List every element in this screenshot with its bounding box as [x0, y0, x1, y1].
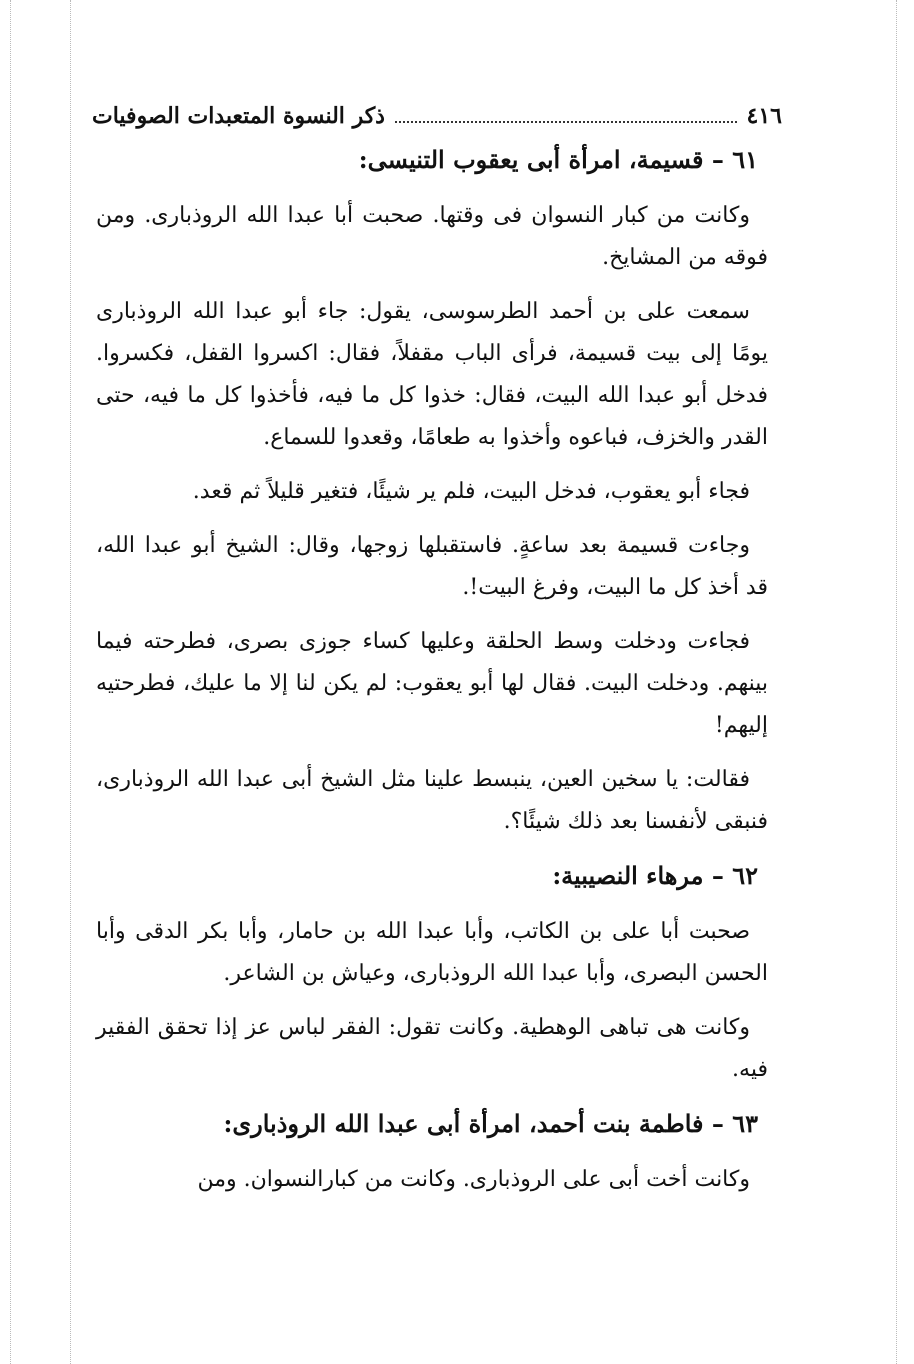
paragraph: فقالت: يا سخين العين، ينبسط علينا مثل الشيخ أبى عبدا الله الروذبارى، فنبقى لأنفسنا بعد ذلك شيئًا؟.	[96, 767, 768, 834]
paragraph: وجاءت قسيمة بعد ساعةٍ. فاستقبلها زوجها، وقال: الشيخ أبو عبدا الله، قد أخذ كل ما البيت، وفرغ البيت!.	[96, 533, 768, 600]
scan-edge-left	[10, 0, 11, 1364]
scan-edge-inner	[70, 0, 71, 1364]
running-header	[92, 98, 782, 134]
running-title: ذكر النسوة المتعبدات الصوفيات	[92, 103, 385, 129]
paragraph: فجاءت ودخلت وسط الحلقة وعليها كساء جوزى بصرى، فطرحته فيما بينهم. ودخلت البيت. فقال لها أبو يعقوب: لم يكن لنا إلا ما عليك، فطرحتيه إليهم!	[96, 629, 768, 738]
paragraph: صحبت أبا على بن الكاتب، وأبا عبدا الله بن حامار، وأبا بكر الدقى وأبا الحسن البصرى، وأبا عبدا الله الروذبارى، وعياش بن الشاعر.	[96, 919, 768, 986]
page-content	[96, 135, 768, 1213]
leader-dots	[395, 109, 737, 123]
section-heading: ٦٢ – مرهاء النصيبية:	[552, 861, 758, 890]
paragraph: فجاء أبو يعقوب، فدخل البيت، فلم ير شيئًا، فتغير قليلاً ثم قعد.	[192, 479, 750, 504]
paragraph: وكانت أخت أبى على الروذبارى. وكانت من كبارالنسوان. ومن	[197, 1167, 750, 1192]
paragraph: وكانت هى تباهى الوهطية. وكانت تقول: الفقر لباس عز إذا تحقق الفقير فيه.	[96, 1015, 768, 1082]
section-heading: ٦١ – قسيمة، امرأة أبى يعقوب التنيسى:	[358, 145, 758, 174]
paragraph: وكانت من كبار النسوان فى وقتها. صحبت أبا عبدا الله الروذبارى. ومن فوقه من المشايخ.	[96, 203, 768, 270]
section-heading: ٦٣ – فاطمة بنت أحمد، امرأة أبى عبدا الله الروذبارى:	[223, 1109, 758, 1138]
paragraph: سمعت على بن أحمد الطرسوسى، يقول: جاء أبو عبدا الله الروذبارى يومًا إلى بيت قسيمة، فرأى الباب مقفلاً، فقال: اكسروا القفل، فكسروا. فدخل أبو عبدا الله البيت، فقال: خذوا كل ما فيه، فأخذوا كل ما فيه، حتى القدر والخزف، فباعوه وأخذوا به طعامًا، وقعدوا للسماع.	[96, 299, 768, 450]
scan-edge-right	[896, 0, 897, 1364]
page-number: ٤١٦	[746, 103, 782, 129]
